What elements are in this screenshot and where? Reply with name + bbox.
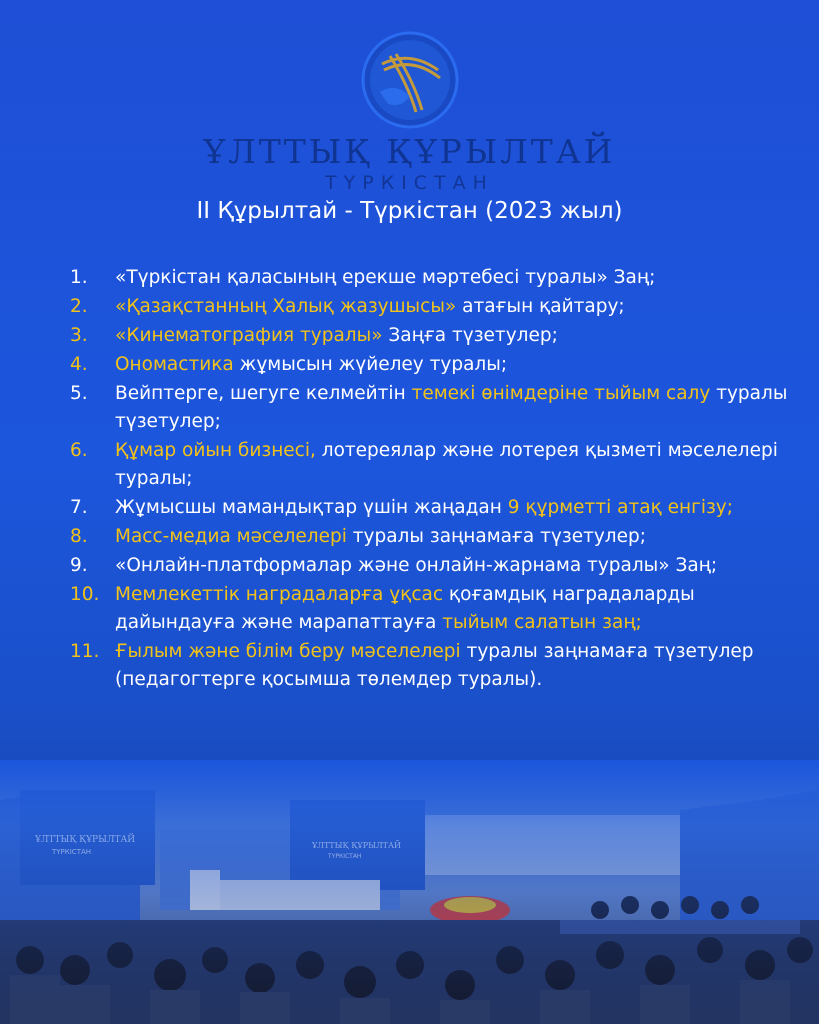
list-item-text [115, 494, 790, 522]
list-item-text [115, 638, 790, 694]
kurultai-emblem-icon [360, 30, 460, 130]
list-item-number: 9. [70, 555, 88, 576]
plain-text: туралы түзетулер; [115, 383, 788, 432]
list-item [70, 264, 790, 292]
list-item-text [115, 552, 790, 580]
list-item-text [115, 293, 790, 321]
plain-text: қоғамдық наградаларды дайындауға және марапаттауға [115, 584, 695, 633]
list-item [70, 293, 790, 321]
logo-title: ҰЛТТЫҚ ҚҰРЫЛТАЙ [203, 132, 616, 171]
list-item-text [115, 264, 790, 292]
list-item-text [115, 351, 790, 379]
highlighted-text: Масс-медиа мәселелері [115, 526, 347, 547]
highlighted-text: тыйым салатын заң; [442, 612, 642, 633]
list-item-text [115, 437, 790, 493]
list-item-number: 11. [70, 641, 100, 662]
list-item [70, 581, 790, 637]
list-item-text [115, 380, 790, 436]
page-title: ІІ Құрылтай - Түркістан (2023 жыл) [196, 198, 623, 224]
list-item-number: 2. [70, 296, 88, 317]
list-item-number: 3. [70, 325, 88, 346]
list-item-number: 7. [70, 497, 88, 518]
list-item [70, 437, 790, 493]
highlighted-text: темекі өнімдеріне тыйым салу [411, 383, 711, 404]
list-item-number: 6. [70, 440, 88, 461]
highlighted-text: 9 құрметті атақ енгізу; [507, 497, 733, 518]
highlighted-text: «Қазақстанның Халық жазушысы» [115, 296, 457, 317]
list-item-number: 5. [70, 383, 88, 404]
plain-text: Вейптерге, шегуге келмейтін [115, 383, 412, 404]
list-item [70, 494, 790, 522]
highlighted-text: Ономастика [115, 354, 234, 375]
decision-list [70, 264, 790, 695]
highlighted-text: Құмар ойын бизнесі, [115, 440, 316, 461]
plain-text: Жұмысшы мамандықтар үшін жаңадан [115, 497, 508, 518]
list-item-number: 1. [70, 267, 88, 288]
list-item [70, 322, 790, 350]
list-item-text [115, 322, 790, 350]
list-item-text [115, 523, 790, 551]
highlighted-text: Мемлекеттік наградаларға ұқсас [115, 584, 444, 605]
highlighted-text: Ғылым және білім беру мәселелері [115, 641, 461, 662]
logo [0, 30, 819, 194]
plain-text: жұмысын жүйелеу туралы; [233, 354, 508, 375]
plain-text: туралы заңнамаға түзетулер; [346, 526, 646, 547]
list-item-text [115, 581, 790, 637]
highlighted-text: «Кинематография туралы» [115, 325, 383, 346]
list-item [70, 523, 790, 551]
list-item [70, 351, 790, 379]
plain-text: «Онлайн-платформалар және онлайн-жарнама туралы» Заң; [115, 555, 718, 576]
plain-text: туралы заңнамаға түзетулер (педагогтерге қосымша төлемдер туралы). [115, 641, 754, 690]
plain-text: «Түркістан қаласының ерекше мәртебесі туралы» Заң; [115, 267, 656, 288]
list-item-number: 4. [70, 354, 88, 375]
plain-text: лотереялар және лотерея қызметі мәселелері туралы; [115, 440, 778, 489]
plain-text: Заңға түзетулер; [382, 325, 558, 346]
list-item [70, 552, 790, 580]
plain-text: атағын қайтару; [456, 296, 625, 317]
list-item [70, 638, 790, 694]
logo-subtitle: ТҮРКІСТАН [325, 172, 494, 194]
list-item-number: 10. [70, 584, 100, 605]
list-item [70, 380, 790, 436]
conference-hall-photo [0, 760, 819, 1024]
list-item-number: 8. [70, 526, 88, 547]
